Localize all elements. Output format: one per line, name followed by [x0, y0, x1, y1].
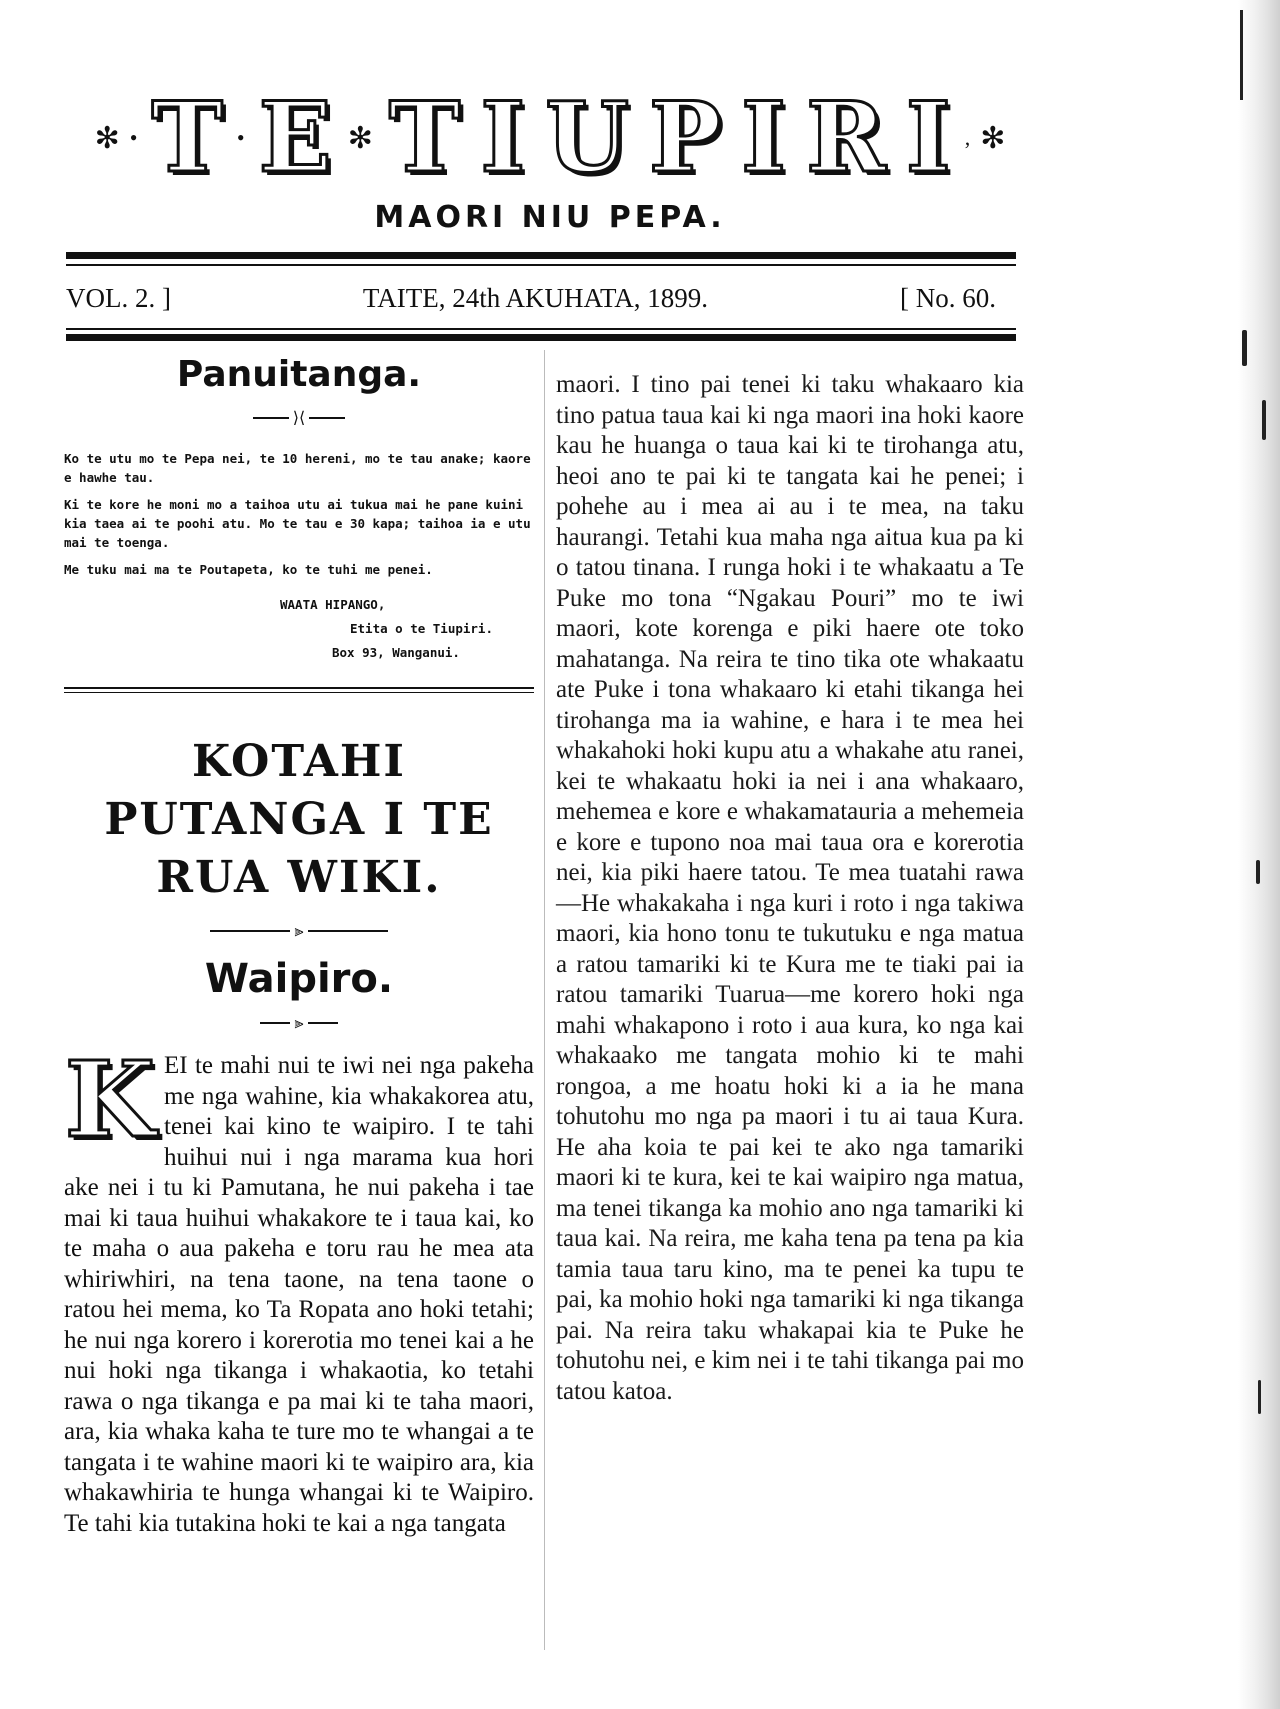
article-text-right: maori. I tino pai tenei ki taku whakaaro kia tino patua taua kai ki nga maori ina hoki kaore kau he huanga o taua kai ki te tirohanga atu, heoi ano te pai ki te tangata kai he penei; i pohehe au i mea ai au i te mea, na taku haurangi. Tetahi kua maha nga aitua kua pa ki o tatou tinana. I runga hoki i te whakaatu a Te Puke mo tona “Ngakau Pouri” mo te iwi maori, kote korenga e piki haere ote toko mahatanga. Na reira te tino tika ote whakaatu ate Puke i tona whakaaro ki etahi tikanga hei tirohanga ma ia wahine, e hara i te mea hei whakahoki hoki kupu atu a whakahe atu ranei, kei te whakaatu hoki ia nei i ana whakaaro, mehemea e kore e whakamatauria a mehemeia e kore e tupono noa mai taua ora e korerotia nei, kia piki haere tatou. Te mea tuatahi rawa—He whakakaha i nga kuri i roto i nga takiwa maori, kia hono tonu te tukutuku e nga matua a ratou tamariki ki te Kura me te tiaki pai ia ratou tamariki Tuarua—me korero hoki nga mahi whakapono i roto i aua kura, ko nga kai whakaako me tangata mohio ki te mahi rongoa, a me hoatu hoki ki a ia he mana tohutohu mo nga pa maori i tu ai taua Kura. He aha koia te pai kei te ako nga tamariki maori ki te kura, kei te kai waipiro nga matua, ma tenei tikanga ka mohio ano nga tamariki ki taua kai. Na reira, me kaha tena pa tena pa kia tamia taua taru kino, ma te penei ka tupu te pai, ka mohio hoki nga tamariki ki nga tikanga pai. Na reira taku whakapai kia te Puke he tohutohu nei, e kim nei i te tahi tikanga pai mo tatou katoa.: [556, 371, 1024, 1405]
flourish-divider: [64, 1013, 534, 1033]
title-letter: E: [258, 81, 332, 194]
dot-separator-icon: •: [236, 125, 245, 150]
title-letter: T: [151, 81, 223, 194]
title-letter: T: [388, 81, 461, 194]
notice-heading: Panuitanga.: [176, 354, 422, 395]
issue-rule-thin: [66, 328, 1016, 330]
masthead-subtitle: MAORI NIU PEPA.: [374, 200, 726, 235]
masthead-title: [60, 81, 1040, 194]
issue-rule: [66, 334, 1016, 341]
article-heading: Waipiro.: [204, 956, 394, 1002]
scan-speck: [1242, 330, 1247, 366]
editor-role: Etita o te Tiupiri.: [350, 621, 493, 636]
right-column: [556, 370, 1024, 1407]
section-rule: [64, 687, 534, 689]
flourish-line: [253, 417, 289, 419]
left-column: [64, 350, 534, 1539]
flourish-line: [210, 930, 290, 932]
publication-frequency: KOTAHI PUTANGA I TE RUA WIKI.: [104, 736, 494, 903]
notice-paragraph: Me tuku mai ma te Poutapeta, ko te tuhi me penei.: [64, 562, 433, 577]
title-letter: R: [806, 81, 886, 194]
flourish-divider: [64, 408, 534, 427]
section-rule-thin: [64, 692, 534, 693]
column-divider: [544, 350, 545, 1650]
flourish-divider: [64, 921, 534, 941]
knot-ornament-icon: ⟩⟨: [292, 408, 306, 427]
title-letter: I: [741, 81, 787, 194]
knot-ornament-icon: ⫸: [294, 921, 304, 940]
masthead-rule: [66, 252, 1016, 259]
issue-date: TAITE, 24th AKUHATA, 1899.: [362, 282, 709, 313]
scan-speck: [1256, 860, 1260, 884]
article-body-left: [64, 1038, 534, 1539]
asterisk-ornament-icon: ✻: [347, 120, 373, 156]
asterisk-ornament-icon: ✻: [980, 120, 1006, 156]
flourish-line: [260, 1022, 290, 1024]
drop-cap-letter: K: [64, 1038, 156, 1161]
scan-speck: [1258, 1380, 1261, 1414]
masthead-rule-thin: [66, 264, 1016, 266]
title-letter: U: [545, 81, 629, 194]
asterisk-ornament-icon: ✻: [94, 120, 120, 156]
scan-speck: [1262, 400, 1266, 440]
knot-ornament-icon: ⫸: [294, 1013, 304, 1032]
title-letter: P: [648, 81, 722, 194]
volume-number: VOL. 2. ]: [66, 282, 171, 313]
notice-signature: [64, 593, 534, 665]
editor-name: WAATA HIPANGO,: [280, 597, 386, 612]
flourish-line: [309, 417, 345, 419]
issue-bar: [66, 278, 996, 318]
article-text-left: EI te mahi nui te iwi nei nga pakeha me nga wahine, kia whakakorea atu, tenei kai kino te waipiro. I te tahi huihui nui i nga marama kua hori ake nei i tu ki Pamutana, he nui pakeha i tae mai ki taua huihui whakakore te i taua kai, ko te maha o aua pakeha e toru rau he mea ata whiriwhiri, na tena taone, na tena taone o ratou hei mema, ko Ta Ropata ano hoki tetahi; he nui nga korero i korerotia mo tenei kai a he nui hoki nga tikanga i whakaotia, ko tetahi rawa o nga tikanga e pa mai ki te taha maori, ara, kia whaka kaha te ture mo te whangai a te tangata i te wahine maori ki te waipiro ara, kia whakawhiria te hunga whangai ki te Waipiro. Te tahi kia tutakina hoki te kai a nga tangata: [64, 1052, 534, 1537]
scan-binding-edge: [1238, 0, 1280, 1709]
title-letter: I: [480, 81, 526, 194]
dot-separator-icon: •: [129, 125, 138, 150]
title-letter: I: [905, 81, 951, 194]
notice-paragraph: Ki te kore he moni mo a taihoa utu ai tukua mai he pane kuini kia taea ai te poohi atu. Mo te tau e 30 kapa; taihoa ia e utu mai te toenga.: [64, 497, 531, 550]
editor-address: Box 93, Wanganui.: [332, 645, 460, 660]
binding-mark: [1240, 10, 1243, 100]
flourish-line: [308, 1022, 338, 1024]
flourish-line: [308, 930, 388, 932]
notice-paragraph: Ko te utu mo te Pepa nei, te 10 hereni, mo te tau anake; kaore e hawhe tau.: [64, 451, 531, 485]
issue-number: [ No. 60.: [899, 282, 996, 313]
comma-flourish-icon: ,: [964, 125, 971, 150]
